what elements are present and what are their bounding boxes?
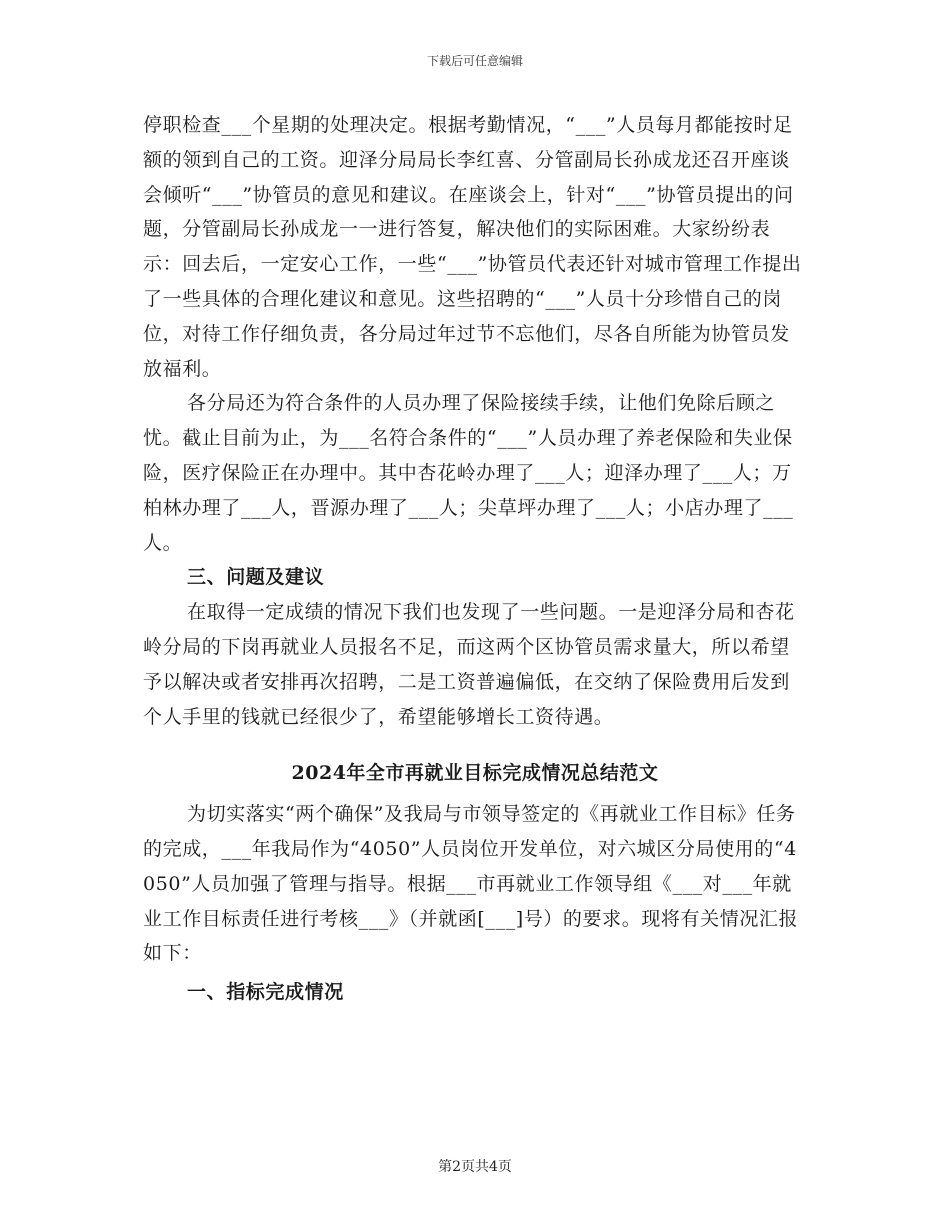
document-title: 2024年全市再就业目标完成情况总结范文 xyxy=(291,762,659,785)
section-heading: 三、问题及建议 xyxy=(187,566,325,589)
paragraph: 各分局还为符合条件的人员办理了保险接续手续，让他们免除后顾之忧。截止目前为止，为___名符合条件的“___”人员办理了养老保险和失业保险，医疗保险正在办理中。其中杏花岭办理了___人；迎泽办理了___人；万柏林办理了___人，晋源办理了___人；尖草坪办理了___人；小店办理了___人。 xyxy=(143,392,794,554)
paragraph: 为切实落实“两个确保”及我局与市领导签定的《再就业工作目标》任务的完成，___年我局作为“4050”人员岗位开发单位，对六城区分局使用的“4050”人员加强了管理与指导。根据___市再就业工作领导组《___对___年就业工作目标责任进行考核___》（并就函[___]号）的要求。现将有关情况汇报如下： xyxy=(143,803,799,965)
paragraph: 停职检查___个星期的处理决定。根据考勤情况，“___”人员每月都能按时足额的领到自己的工资。迎泽分局局长李红喜、分管副局长孙成龙还召开座谈会倾听“___”协管员的意见和建议。在座谈会上，针对“___”协管员提出的问题，分管副局长孙成龙一一进行答复，解决他们的实际困难。大家纷纷表示：回去后，一定安心工作，一些“___”协管员代表还针对城市管理工作提出了一些具体的合理化建议和意见。这些招聘的“___”人员十分珍惜自己的岗位，对待工作仔细负责，各分局过年过节不忘他们，尽各自所能为协管员发放福利。 xyxy=(143,114,802,380)
page-header: 下载后可任意编辑 xyxy=(426,54,523,68)
document-body xyxy=(143,108,807,1010)
page-footer: 第2页共4页 xyxy=(438,1159,512,1175)
paragraph: 在取得一定成绩的情况下我们也发现了一些问题。一是迎泽分局和杏花岭分局的下岗再就业人员报名不足，而这两个区协管员需求量大，所以希望予以解决或者安排再次招聘，二是工资普遍偏低，在交纳了保险费用后发到个人手里的钱就已经很少了，希望能够增长工资待遇。 xyxy=(143,601,795,728)
section-heading: 一、指标完成情况 xyxy=(187,981,344,1004)
